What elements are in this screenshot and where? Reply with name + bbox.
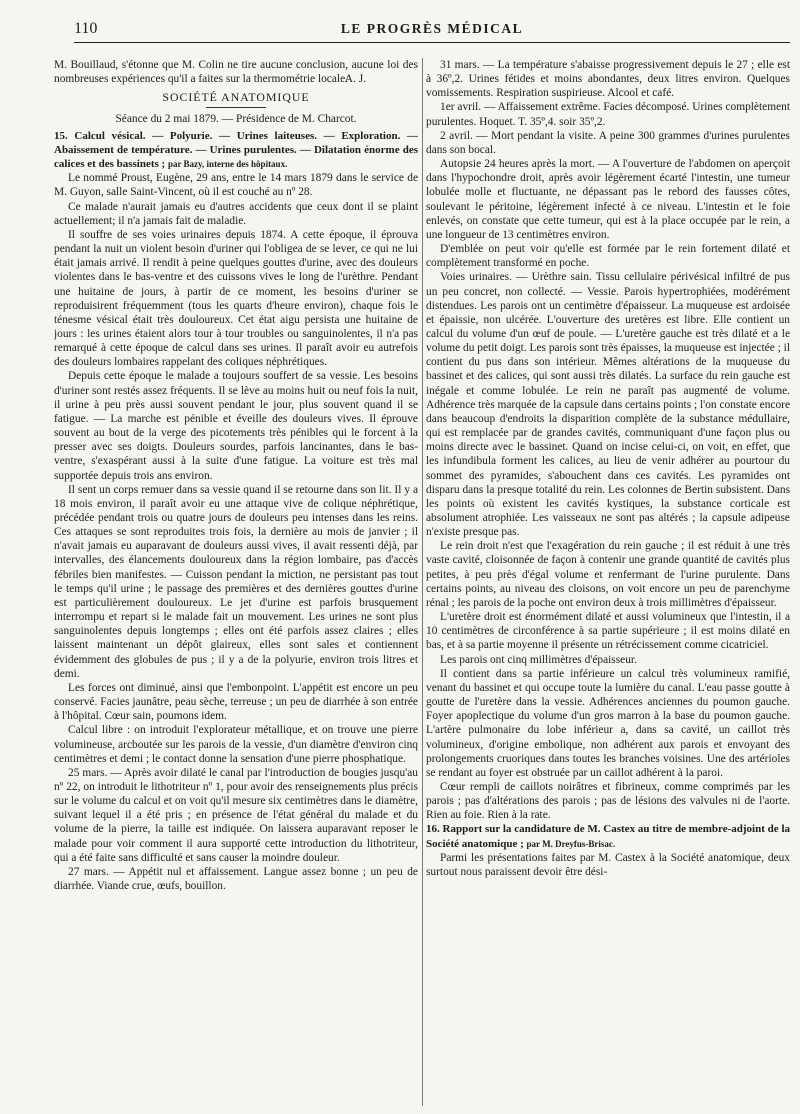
intro-paragraph: M. Bouillaud, s'étonne que M. Colin ne tire aucune conclusion, aucune loi des nombreuses expériences qu'il a faites sur la thermométrie locale. — [54, 59, 418, 86]
body-paragraph: Il contient dans sa partie inférieure un calcul très volumineux ramifié, venant du bassinet et qui occupe toute la lumière du canal. L'eau passe goutte à goutte de l'uretère dans la vessie. Adhérences anciennes du poumon gauche. Foyer apoplectique du volume d'un gros marron à la base du poumon gauche. L'artère pulmonaire du lobe inférieur a, dans sa cavité, un caillot très volumineux, d'origine embolique, non adhérent aux parois et envoyant des prolongements cruoriques dans toutes les branches voisines. Une des artérioles se rendant au foyer est obstruée par un caillot adhérent à la paroi. — [426, 667, 790, 779]
page-header — [74, 20, 790, 43]
case-16-author: par M. Dreyfus-Brisac. — [526, 838, 616, 849]
body-paragraph: 2 avril. — Mort pendant la visite. A peine 300 grammes d'urines purulentes dans son bocal. — [426, 129, 790, 156]
page-number: 110 — [74, 20, 98, 37]
section-rule — [206, 107, 266, 108]
case-15-title: 15. Calcul vésical. — Polyurie. — Urines laiteuses. — Exploration. — Abaissement de température. — Urines purulentes. — Dilatation énorme des calices et des bassinets ; — [54, 129, 418, 171]
body-paragraph: Il souffre de ses voies urinaires depuis 1874. A cette époque, il éprouva pendant la nuit un violent besoin d'uriner qui l'obligea de se lever, ce qui ne lui était jamais arrivé. Il rendit à peine quelques gouttes d'urine, avec des douleurs violentes dans le bas-ventre et des cuissons vives le long de l'urèthre. Pendant une huitaine de jours, à partir de ce moment, les besoins d'uriner se reproduisirent fréquemment (tous les quarts d'heure environ), chaque fois le ténesme vésical était très douloureux. Cet état aigu persista une huitaine de jours : les urines étaient alors tour à tour troubles ou sanguinolentes, il n'a pas remarqué à cette époque de calcul dans ses urines. Il paraît avoir eu autrefois des douleurs lombaires rappelant des coliques néphrétiques. — [54, 228, 418, 369]
body-paragraph: Le nommé Proust, Eugène, 29 ans, entre le 14 mars 1879 dans le service de M. Guyon, salle Saint-Vincent, où il est couché au nº 28. — [54, 172, 418, 199]
body-paragraph: Calcul libre : on introduit l'explorateur métallique, et on trouve une pierre volumineuse, arcboutée sur les parois de la vessie, d'un diamètre d'environ cinq centimètres et demi ; le contact donne la sensation d'une pierre phosphatique. — [54, 724, 418, 765]
case-16-heading — [426, 822, 790, 850]
body-paragraph: L'uretère droit est énormément dilaté et aussi volumineux que l'intestin, il a 10 centimètres de circonférence à sa partie supérieure ; il est moins dilaté en bas, et à sa partie moyenne il présente un rétrécissement comme cicatriciel. — [426, 611, 790, 652]
author-signature: A. J. — [344, 73, 366, 86]
body-paragraph: Les forces ont diminué, ainsi que l'embonpoint. L'appétit est encore un peu conservé. Facies jaunâtre, peau sèche, terreuse ; un peu de diarrhée à son entrée à l'hôpital. Cœur sain, poumons idem. — [54, 681, 418, 723]
body-paragraph: Voies urinaires. — Urèthre sain. Tissu cellulaire périvésical infiltré de pus un peu concret, non collecté. — Vessie. Parois hypertrophiées, modérément distendues. Les parois ont un centimètre d'épaisseur. La muqueuse est ardoisée et épaissie, non ulcérée. L'ouverture des uretères est libre. Elle contient un calcul du volume d'un œuf de poule. — L'uretère gauche est très dilaté et a le volume du petit doigt. Les parois sont très épaisses, la muqueuse est injectée ; il contient du pus dans son intérieur. Mêmes altérations de la muqueuse du bassinet et des calices, qui sont aussi très dilatés. La surface du rein gauche est inégale et comme lobulée. Le rein ne paraît pas augmenté de volume. Adhérence très marquée de la capsule dans certains points ; l'on constate encore dans beaucoup d'endroits la disparition complète de la substance médullaire, qui est remplacée par de grandes cavités, communiquant d'une façon plus ou moins directe avec le bassinet. Quand on incise celui-ci, on voit, en effet, que les infundibula forment les calices, au lieu de venir adhérer au pourtour du sommet des pyramides, s'abouchent dans ces cavités. Les pyramides ont disparu dans la presque totalité du rein. Les colonnes de Bertin subsistent. Dans les points où existent les cavités kystiques, la substance corticale est absolument atrophiée. Les vaisseaux ne sont pas altérés ; la capsule adipeuse n'existe presque pas. — [426, 271, 790, 539]
session-line: Séance du 2 mai 1879. — Présidence de M. Charcot. — [115, 112, 357, 125]
case-15-heading — [54, 129, 418, 171]
body-paragraph: Depuis cette époque le malade a toujours souffert de sa vessie. Les besoins d'uriner sont restés assez fréquents. Il se lève au moins huit ou neuf fois la nuit, il urine à peu près aussi souvent pendant le jour, plus souvent quand il se fatigue. — La marche est pénible et éveille des douleurs vives. Il éprouve souvent au bout de la verge des picotements très pénibles qui le forcent à la presser avec ses doigts. Douleurs sourdes, parfois lancinantes, dans le bas-ventre, s'exaspérant aussi à la suite d'une fatigue. La voiture est très mal supportée depuis trois ans environ. — [54, 370, 418, 482]
body-paragraph: 27 mars. — Appétit nul et affaissement. Langue assez bonne ; un peu de diarrhée. Viande crue, œufs, bouillon. — [54, 865, 418, 893]
section-title: SOCIÉTÉ ANATOMIQUE — [162, 90, 310, 105]
right-column — [426, 58, 790, 1106]
body-paragraph: Les parois ont cinq millimètres d'épaisseur. — [440, 653, 637, 666]
body-paragraph: Il sent un corps remuer dans sa vessie quand il se retourne dans son lit. Il y a 18 mois environ, il paraît avoir eu une attaque vive de colique néphrétique, précédée pendant trois ou quatre jours de douleurs peu intenses dans les reins. Ces attaques se sont reproduites trois fois, la dernière au mois de janvier ; il n'avait jamais eu auparavant de douleurs aussi vives, il avait ressenti déjà, par intervalles, des élancements douloureux dans la région lombaire, pas d'accès fébriles bien manifestes. — Cuisson pendant la miction, ne persistant pas tout le temps qu'il urine ; le passage des premières et des dernières gouttes d'urine est particulièrement douloureux. Le jet d'urine est parfois brusquement interrompu et repart si le malade fait un mouvement. Les urines ne sont plus sanguinolentes depuis longtemps ; elles ont été parfois assez claires ; elles laissent maintenant un dépôt glaireux, elles sont sales et contiennent évidemment des globules de pus ; il y a de la polyurie, environ trois litres et demi. — [54, 483, 418, 680]
body-paragraph: 1er avril. — Affaissement extrême. Facies décomposé. Urines complètement purulentes. Hoquet. T. 35º,4. soir 35º,2. — [426, 101, 790, 128]
left-column — [54, 58, 418, 1106]
column-divider — [422, 58, 423, 1106]
body-paragraph: Autopsie 24 heures après la mort. — A l'ouverture de l'abdomen on aperçoit dans l'hypochondre droit, après avoir légèrement écarté l'intestin, une tumeur lobulée molle et fluctuante, ne dépassant pas le rebord des fausses côtes, soulevant le péritoine, légèrement infecté à ce niveau. L'intestin et le foie enlevés, on constate que cette tumeur, qui est à la place occupée par le rein, a une longueur de 13 centimètres environ. — [426, 158, 790, 241]
body-paragraph: 25 mars. — Après avoir dilaté le canal par l'introduction de bougies jusqu'au nº 22, on introduit le lithotriteur nº 1, pour avoir des renseignements plus précis sur le volume du calcul et on voit qu'il mesure six centimètres dans le diamètre, suivant lequel il a été pris ; en présence de l'état général du malade et du volume de la pierre, la taille est indiquée. On laissera auparavant reposer le malade pour voir comment il aura supporté cette introduction du lithotriteur, qui a été faite sans difficulté et sans causer la moindre douleur. — [54, 766, 418, 864]
body-paragraph: 31 mars. — La température s'abaisse progressivement depuis le 27 ; elle est à 36º,2. Urines fétides et moins abondantes, deux litres environ. Quelques vomissements. Respiration suspirieuse. Alcool et café. — [426, 59, 790, 100]
body-paragraph: Le rein droit n'est que l'exagération du rein gauche ; il est réduit à une très vaste cavité, cloisonnée de façon à contenir une grande quantité de cavités plus petites, à peu près d'égal volume et renfermant de l'urine purulente. Dans certains points, au niveau des cloisons, on voit encore un peu de parenchyme rénal ; les parois de la poche ont environ deux à trois millimètres d'épaisseur. — [426, 540, 790, 609]
body-paragraph: Ce malade n'aurait jamais eu d'autres accidents que ceux dont il se plaint actuellement; il n'a jamais fait de maladie. — [54, 200, 418, 227]
case-16-title: 16. Rapport sur la candidature de M. Castex au titre de membre-adjoint de la Société anatomique ; — [426, 823, 790, 850]
body-paragraph: D'emblée on peut voir qu'elle est formée par le rein fortement dilaté et complètement transformé en poche. — [426, 243, 790, 270]
case-15-author: par Bazy, interne des hôpitaux. — [167, 159, 288, 170]
body-paragraph: Parmi les présentations faites par M. Castex à la Société anatomique, deux surtout nous paraissent devoir être dési- — [426, 851, 790, 878]
body-paragraph: Cœur rempli de caillots noirâtres et fibrineux, comme comprimés par les parois ; pas d'altérations des parois ; pas de lésions des valvules ni de l'aorte. Rien au foie. Rien à la rate. — [426, 780, 790, 822]
journal-title: LE PROGRÈS MÉDICAL — [340, 21, 524, 36]
